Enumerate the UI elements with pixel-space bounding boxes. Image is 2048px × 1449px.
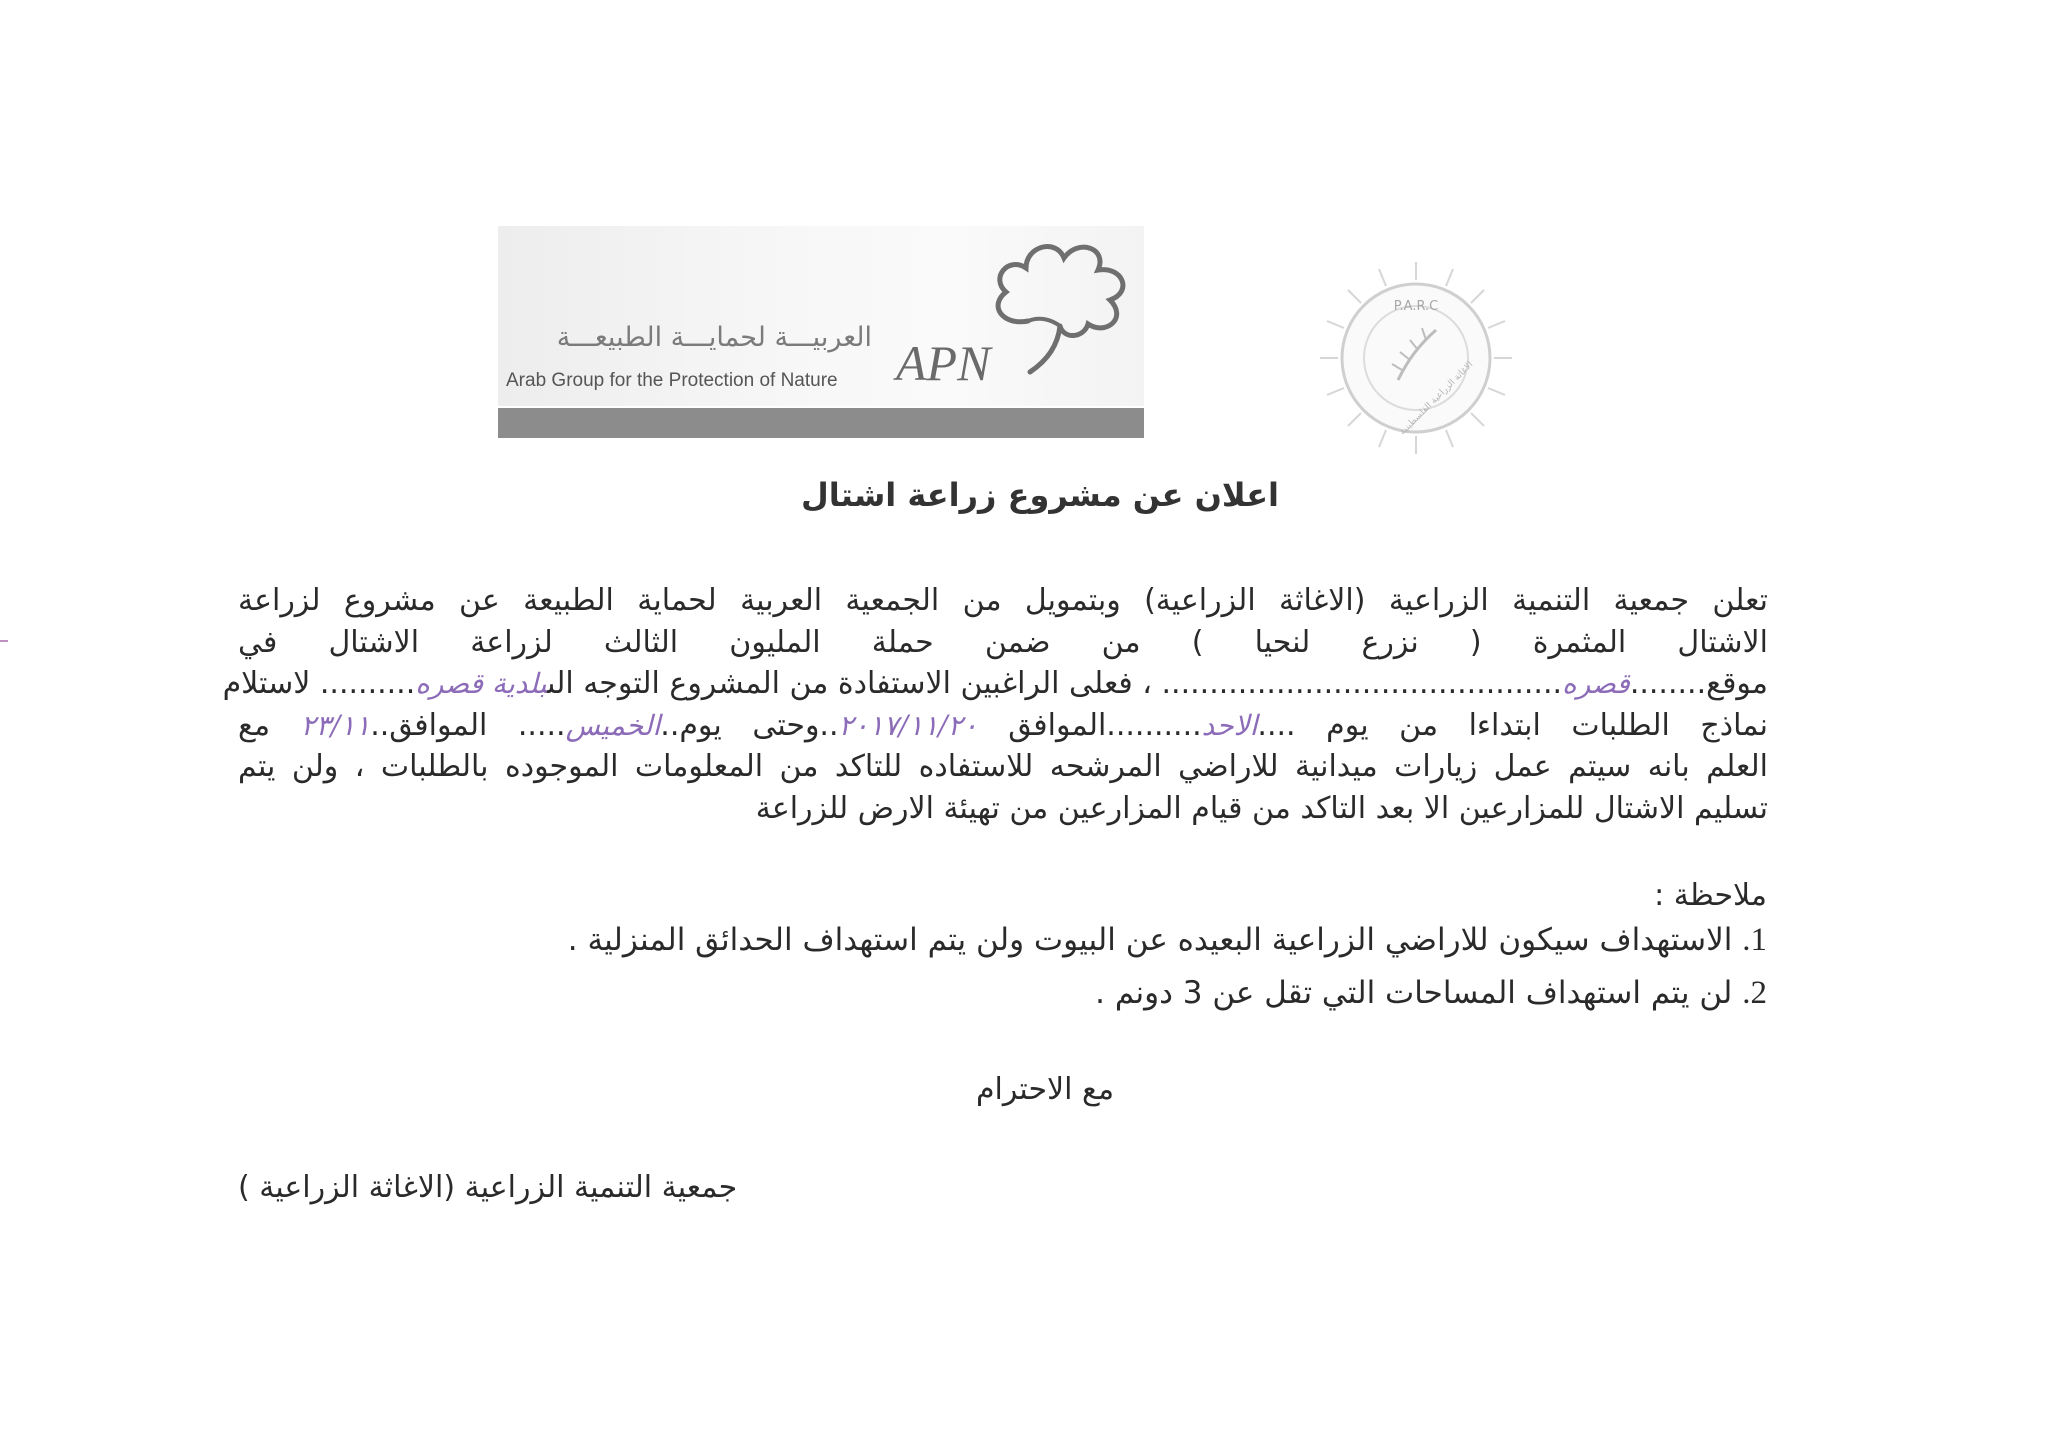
- closing-regards: مع الاحترام: [975, 1072, 1115, 1107]
- body-line-1: تعلن جمعية التنمية الزراعية (الاغاثة الزراعية) وبتمويل من الجمعية العربية لحماية الطبيعة عن مشروع لزراعة: [238, 583, 1768, 618]
- body-line-6: تسليم الاشتال للمزارعين الا بعد التاكد من قيام المزارعين من تهيئة الارض للزراعة: [755, 790, 1768, 826]
- handwritten-site: قصره: [1562, 667, 1630, 700]
- note-item-2-number: 2.: [1742, 975, 1767, 1011]
- page-title: اعلان عن مشروع زراعة اشتال: [800, 476, 1280, 514]
- apn-arabic-name: العربيـــة لحمايـــة الطبيعـــة: [556, 322, 872, 353]
- apn-logo-bar: [498, 408, 1144, 438]
- body-line-3-part-3: .......... لاستلام: [222, 666, 416, 701]
- handwritten-end-day: الخميس: [565, 708, 661, 742]
- body-line-4-part-5: مع: [238, 707, 271, 743]
- note-item-2: [1095, 975, 1767, 1012]
- signature-organization: جمعية التنمية الزراعية (الاغاثة الزراعية ): [238, 1170, 738, 1205]
- handwritten-council: بلدية قصره: [415, 667, 548, 700]
- note-item-1-number: 1.: [1742, 922, 1767, 958]
- handwritten-start-day: الاحد: [1201, 708, 1258, 742]
- body-line-3-part-2: .......................................... ، فعلى الراغبين الاستفادة من المشروع التوجه الى: [547, 666, 1563, 701]
- parc-seal-arabic-name: الاغاثة الزراعية الفلسطينية: [1397, 359, 1476, 438]
- note-item-1: [568, 922, 1767, 959]
- handwritten-start-date: ٢٠١٧/١١/٢٠: [838, 708, 978, 742]
- handwritten-end-date: ٢٣/١١: [300, 708, 371, 742]
- apn-logo: [498, 226, 1144, 440]
- note-item-2-text: لن يتم استهداف المساحات التي تقل عن 3 دونم .: [1095, 975, 1733, 1011]
- body-line-4-part-2: ..........الموافق: [1008, 707, 1202, 743]
- note-item-1-text: الاستهداف سيكون للاراضي الزراعية البعيده عن البيوت ولن يتم استهداف الحدائق المنزلية .: [567, 922, 1733, 958]
- body-line-4-part-4: ..... الموافق..: [370, 707, 566, 743]
- parc-seal-icon: [1318, 260, 1514, 456]
- body-line-3: موقع........قصره.......................................... ، فعلى الراغبين الاستفادة من المشروع التوجه الىبلدية قصره.......... لاستلام: [222, 666, 1768, 701]
- apn-flower-icon: [968, 226, 1144, 376]
- margin-mark: [0, 640, 8, 642]
- apn-english-name: Arab Group for the Protection of Nature: [506, 370, 838, 391]
- apn-wordmark: APN: [896, 335, 991, 391]
- body-line-2: الاشتال المثمرة ( نزرع لنحيا ) من ضمن حملة المليون الثالث لزراعة الاشتال في: [238, 624, 1768, 660]
- notes-label: ملاحظة :: [1654, 878, 1767, 913]
- body-line-4-part-3: ..وحتى يوم..: [660, 707, 839, 743]
- body-line-3-part-1: موقع: [1706, 666, 1768, 701]
- parc-seal-abbrev: P.A.R.C: [1393, 299, 1439, 314]
- body-line-5: العلم بانه سيتم عمل زيارات ميدانية للاراضي المرشحه للاستفاده للتاكد من المعلومات الموجوده بالطلبات ، ولن يتم: [238, 749, 1768, 784]
- announcement-body: [222, 580, 1768, 829]
- body-line-4-part-1: نماذج الطلبات ابتداءا من يوم ....: [1257, 707, 1768, 743]
- body-line-4: [238, 705, 1768, 747]
